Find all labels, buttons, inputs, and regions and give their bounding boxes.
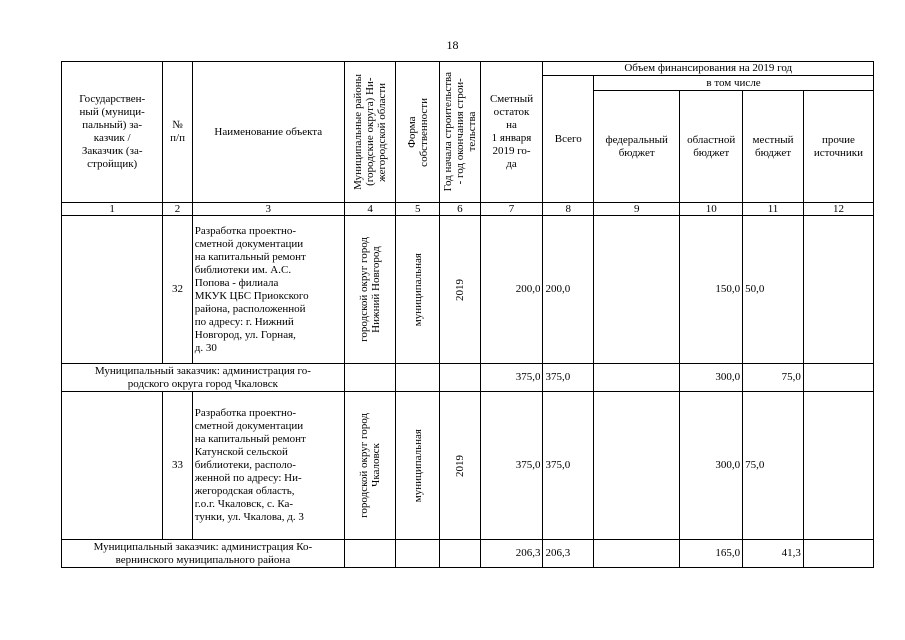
table-row (62, 392, 874, 540)
empty-cell (396, 364, 440, 392)
col-number: 12 (803, 203, 873, 216)
regional-value: 150,0 (680, 216, 743, 364)
total-value: 375,0 (543, 392, 594, 540)
empty-cell (440, 540, 481, 568)
estimate-value: 200,0 (480, 216, 543, 364)
col-number: 2 (163, 203, 192, 216)
district-cell (344, 216, 396, 364)
federal-value (594, 216, 680, 364)
district-cell (344, 392, 396, 540)
customer-cell (62, 216, 163, 364)
year: 2019 (453, 454, 466, 477)
header-ownership-cell (396, 62, 440, 203)
col-number: 11 (743, 203, 804, 216)
empty-cell (440, 364, 481, 392)
regional-value: 165,0 (680, 540, 743, 568)
customer-summary: Муниципальный заказчик: администрация Ко- вернинского муниципального района (62, 540, 345, 568)
header-districts: Муниципальные районы (городские округа) Ни- жегородской области (352, 74, 389, 190)
total-value: 200,0 (543, 216, 594, 364)
local-value: 41,3 (743, 540, 804, 568)
header-funding-group: Объем финансирования на 2019 год (543, 62, 874, 76)
header-districts-cell (344, 62, 396, 203)
object-name: Разработка проектно- сметной документации на капитальный ремонт библиотеки им. А.С. Попова - филиала МКУК ЦБС Приокского района, расположенной по адресу: г. Нижний Новгород, ул. Горная, д. 30 (192, 216, 344, 364)
table-row-summary (62, 540, 874, 568)
customer-cell (62, 392, 163, 540)
col-number: 10 (680, 203, 743, 216)
local-value: 50,0 (743, 216, 804, 364)
year-cell (440, 392, 481, 540)
col-number: 9 (594, 203, 680, 216)
col-number: 4 (344, 203, 396, 216)
total-value: 375,0 (543, 364, 594, 392)
col-number: 6 (440, 203, 481, 216)
header-num: № п/п (163, 62, 192, 203)
col-number: 5 (396, 203, 440, 216)
estimate-value: 206,3 (480, 540, 543, 568)
row-num: 33 (163, 392, 192, 540)
col-number: 1 (62, 203, 163, 216)
other-value (803, 392, 873, 540)
empty-cell (344, 364, 396, 392)
year: 2019 (453, 278, 466, 301)
header-row-1 (62, 62, 874, 76)
customer-summary: Муниципальный заказчик: администрация го- родского округа город Чкаловск (62, 364, 345, 392)
total-value: 206,3 (543, 540, 594, 568)
estimate-value: 375,0 (480, 364, 543, 392)
federal-value (594, 392, 680, 540)
funding-table (61, 61, 874, 568)
estimate-value: 375,0 (480, 392, 543, 540)
header-including: в том числе (594, 76, 874, 91)
regional-value: 300,0 (680, 392, 743, 540)
column-numbers-row (62, 203, 874, 216)
federal-value (594, 364, 680, 392)
header-object-name: Наименование объекта (192, 62, 344, 203)
year-cell (440, 216, 481, 364)
ownership: муниципальная (411, 252, 424, 327)
col-number: 7 (480, 203, 543, 216)
header-regional: областной бюджет (680, 91, 743, 203)
header-ownership: Форма собственности (405, 97, 430, 167)
table-row-summary (62, 364, 874, 392)
header-other: прочие источники (803, 91, 873, 203)
other-value (803, 364, 873, 392)
other-value (803, 540, 873, 568)
header-years-cell (440, 62, 481, 203)
header-federal: федеральный бюджет (594, 91, 680, 203)
empty-cell (396, 540, 440, 568)
header-customer: Государствен- ный (муници- пальный) за- казчик / Заказчик (за- стройщик) (62, 62, 163, 203)
ownership: муниципальная (411, 428, 424, 503)
page-number: 18 (446, 38, 459, 52)
col-number: 8 (543, 203, 594, 216)
col-number: 3 (192, 203, 344, 216)
table-row (62, 216, 874, 364)
header-estimate: Сметный остаток на 1 января 2019 го- да (480, 62, 543, 203)
header-years: Год начала строительства - год окончания строи- тельства (441, 72, 478, 192)
district: городской округ город Чкаловск (358, 413, 383, 518)
object-name: Разработка проектно- сметной документации на капитальный ремонт Катунской сельской библиотеки, располо- женной по адресу: Ни- жегородская область, г.о.г. Чкаловск, с. Ка- тунки, ул. Чкалова, д. 3 (192, 392, 344, 540)
federal-value (594, 540, 680, 568)
local-value: 75,0 (743, 364, 804, 392)
header-local: местный бюджет (743, 91, 804, 203)
ownership-cell (396, 392, 440, 540)
local-value: 75,0 (743, 392, 804, 540)
header-total: Всего (543, 76, 594, 203)
ownership-cell (396, 216, 440, 364)
empty-cell (344, 540, 396, 568)
other-value (803, 216, 873, 364)
row-num: 32 (163, 216, 192, 364)
district: городской округ город Нижний Новгород (358, 237, 383, 342)
regional-value: 300,0 (680, 364, 743, 392)
